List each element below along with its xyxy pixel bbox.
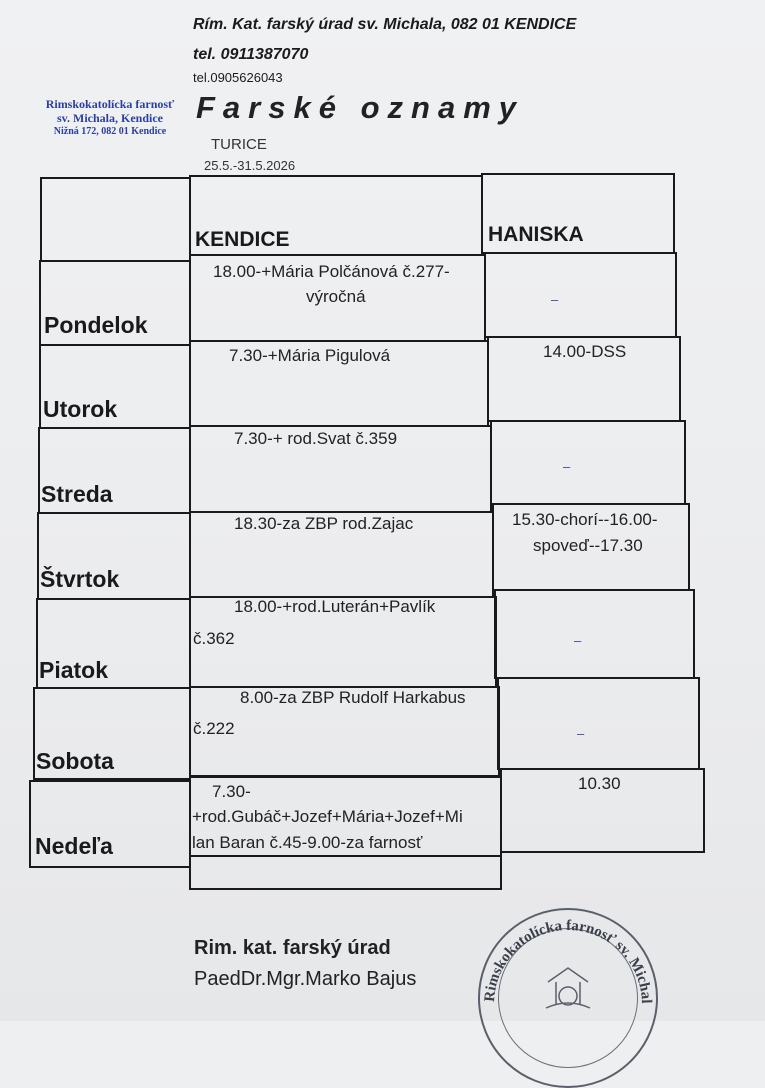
kendice-entry-line: lan Baran č.45-9.00-za farnosť [192,833,423,852]
parish-stamp-line-3: Nižná 172, 082 01 Kendice [53,126,167,137]
parish-stamp-line-1: Rimskokatolícka farnosť [45,97,175,111]
page-subtitle: TURICE [211,136,267,153]
kendice-entry-line: 18.00-+Mária Polčánová č.277- [213,262,450,281]
day-label: Streda [41,481,113,507]
table-corner-cell [40,177,191,262]
day-label: Utorok [43,396,118,422]
haniska-entry-line: – [574,633,582,648]
kendice-entry-line: +rod.Gubáč+Jozef+Mária+Jozef+Mi [192,807,463,826]
haniska-cell [490,420,686,505]
header-phone-2: tel.0905626043 [193,70,283,85]
haniska-cell [497,677,700,770]
date-range: 25.5.-31.5.2026 [204,158,296,173]
day-label: Piatok [39,657,109,683]
header-address: Rím. Kat. farský úrad sv. Michala, 082 01 KENDICE [193,16,577,33]
haniska-entry-line: 10.30 [578,774,621,793]
haniska-entry-line: – [551,292,559,307]
kendice-entry-line: 18.00-+rod.Luterán+Pavlík [234,597,436,616]
day-label: Pondelok [44,312,148,338]
seal-text: Rimskokatolícka farnosť sv. Michal [481,917,655,1004]
haniska-entry-line: spoveď--17.30 [533,536,643,555]
kendice-entry-line: č.222 [193,719,235,738]
kendice-entry-line: výročná [306,287,366,306]
svg-text:Rimskokatolícka farnosť sv. Mi [482,918,654,1004]
kendice-entry-line: 7.30-+ rod.Svat č.359 [234,429,398,448]
page-title: Farské oznamy [196,90,524,125]
column-header-kendice: KENDICE [195,228,290,251]
haniska-cell [484,252,677,338]
kendice-entry-line: 7.30-+Mária Pigulová [229,346,391,365]
haniska-entry-line: 14.00-DSS [543,342,627,361]
column-header-haniska: HANISKA [488,223,584,246]
kendice-entry-line: č.362 [193,629,235,648]
footer-priest-name: PaedDr.Mgr.Marko Bajus [194,968,417,990]
kendice-entry-line: 18.30-za ZBP rod.Zajac [234,514,414,533]
extra-cell [189,855,502,890]
day-label: Štvrtok [40,566,120,592]
day-label: Nedeľa [35,833,113,859]
parish-stamp-line-2: sv. Michala, Kendice [57,111,163,125]
haniska-entry-line: – [563,459,571,474]
kendice-entry-line: 8.00-za ZBP Rudolf Harkabus [240,688,466,707]
haniska-entry-line: 15.30-chorí--16.00- [512,510,658,529]
haniska-entry-line: – [577,726,585,741]
day-label: Sobota [36,748,114,774]
footer-office: Rim. kat. farský úrad [194,937,391,959]
haniska-cell [494,589,695,679]
kendice-entry-line: 7.30- [212,782,251,801]
header-phone-1: tel. 0911387070 [193,46,309,63]
seal-text-ring [478,908,658,1021]
